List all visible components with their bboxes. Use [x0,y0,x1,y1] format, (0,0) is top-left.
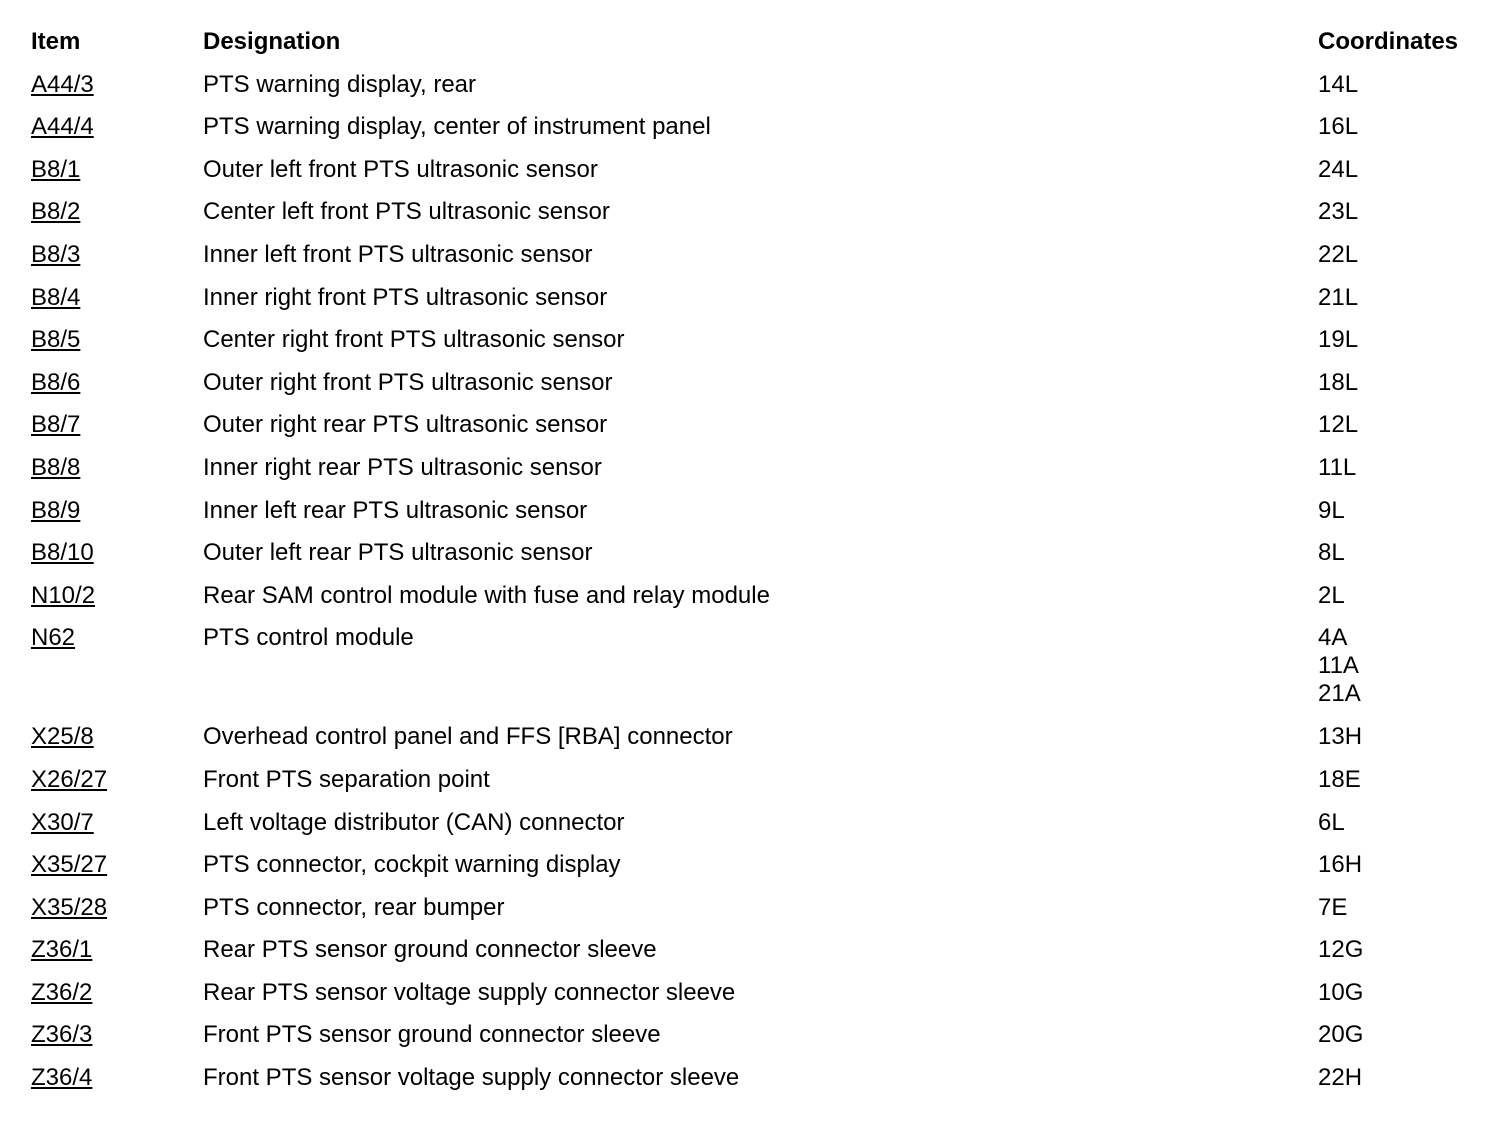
item-link[interactable]: B8/7 [31,411,81,439]
coordinate-value: 4A [1318,624,1348,652]
component-legend-table [31,26,1491,1105]
coordinate-value: 16L [1318,113,1359,141]
designation-cell: Rear PTS sensor voltage supply connector sleeve [203,978,736,1006]
coordinates-cell [1318,1064,1491,1092]
item-link[interactable]: N62 [31,624,76,652]
table-row [31,452,1491,495]
table-row [31,934,1491,977]
table-row [31,807,1491,850]
table-row [31,196,1491,239]
table-row [31,1019,1491,1062]
designation-cell: Inner right rear PTS ultrasonic sensor [203,453,602,481]
coordinates-cell [1318,979,1491,1007]
coordinate-value: 22H [1318,1064,1363,1092]
coordinate-value: 11A [1318,652,1359,680]
designation-cell: Inner left front PTS ultrasonic sensor [203,240,593,268]
item-link[interactable]: B8/6 [31,368,81,396]
item-cell [31,326,203,354]
coordinate-value: 20G [1318,1021,1364,1049]
coordinates-cell [1318,497,1491,525]
coordinates-cell [1318,454,1491,482]
designation-cell: PTS control module [203,624,414,652]
coordinate-value: 10G [1318,978,1364,1006]
item-cell [31,624,203,652]
coordinate-value: 18E [1318,765,1361,793]
item-link[interactable]: Z36/3 [31,1021,93,1049]
designation-cell: Rear PTS sensor ground connector sleeve [203,936,657,964]
coordinates-cell [1318,156,1491,184]
item-link[interactable]: B8/9 [31,496,81,524]
item-link[interactable]: Z36/1 [31,936,93,964]
item-cell [31,894,203,922]
coordinates-cell [1318,936,1491,964]
coordinate-value: 22L [1318,240,1359,268]
item-cell [31,411,203,439]
coordinate-value: 21A [1318,680,1361,708]
table-row [31,537,1491,580]
designation-cell: Outer right rear PTS ultrasonic sensor [203,411,608,439]
coordinates-cell [1318,241,1491,269]
item-link[interactable]: B8/3 [31,240,81,268]
item-link[interactable]: B8/10 [31,539,94,567]
coordinate-value: 12L [1318,411,1359,439]
table-row [31,111,1491,154]
designation-cell: Outer right front PTS ultrasonic sensor [203,368,613,396]
designation-cell: Center left front PTS ultrasonic sensor [203,198,610,226]
item-link[interactable]: B8/4 [31,283,81,311]
coordinates-column-header: Coordinates [1318,28,1459,55]
table-row [31,764,1491,807]
item-cell [31,113,203,141]
coordinate-value: 21L [1318,283,1359,311]
table-row [31,495,1491,538]
item-link[interactable]: N10/2 [31,581,96,609]
coordinates-cell [1318,539,1491,567]
coordinate-value: 9L [1318,496,1345,524]
table-row [31,239,1491,282]
item-cell [31,539,203,567]
table-row [31,580,1491,623]
coordinates-cell [1318,113,1491,141]
designation-cell: Inner right front PTS ultrasonic sensor [203,283,608,311]
table-row [31,849,1491,892]
item-cell [31,809,203,837]
designation-cell: PTS connector, rear bumper [203,893,505,921]
coordinate-value: 2L [1318,581,1345,609]
coordinates-cell [1318,326,1491,354]
coordinates-cell [1318,723,1491,751]
designation-cell: Center right front PTS ultrasonic sensor [203,326,625,354]
coordinates-cell [1318,894,1491,922]
designation-cell: PTS connector, cockpit warning display [203,851,621,879]
coordinates-cell [1318,766,1491,794]
item-link[interactable]: X35/27 [31,851,108,879]
item-cell [31,156,203,184]
coordinate-value: 13H [1318,723,1363,751]
table-row [31,721,1491,764]
designation-cell: Front PTS sensor voltage supply connector sleeve [203,1064,740,1092]
coordinate-value: 18L [1318,368,1359,396]
item-link[interactable]: X26/27 [31,765,108,793]
coordinate-value: 12G [1318,936,1364,964]
item-cell [31,71,203,99]
coordinates-cell [1318,1021,1491,1049]
designation-cell: PTS warning display, rear [203,70,476,98]
item-link[interactable]: B8/2 [31,198,81,226]
item-link[interactable]: Z36/4 [31,1064,93,1092]
coordinate-value: 6L [1318,808,1345,836]
item-cell [31,1021,203,1049]
table-row [31,977,1491,1020]
item-cell [31,369,203,397]
item-cell [31,454,203,482]
designation-cell: Overhead control panel and FFS [RBA] connector [203,723,733,751]
item-cell [31,582,203,610]
item-column-header: Item [31,28,81,55]
item-link[interactable]: X30/7 [31,808,94,836]
coordinate-value: 7E [1318,893,1348,921]
coordinates-cell [1318,411,1491,439]
designation-cell: Front PTS separation point [203,765,490,793]
coordinate-value: 19L [1318,326,1359,354]
coordinates-cell [1318,198,1491,226]
legend-body [31,69,1491,1105]
designation-cell: Front PTS sensor ground connector sleeve [203,1021,661,1049]
coordinates-cell [1318,624,1491,708]
item-cell [31,851,203,879]
designation-cell: PTS warning display, center of instrument panel [203,113,711,141]
table-row [31,1062,1491,1105]
table-row [31,367,1491,410]
item-link[interactable]: X35/28 [31,893,108,921]
coordinate-value: 8L [1318,539,1345,567]
coordinate-value: 16H [1318,851,1363,879]
item-link[interactable]: X25/8 [31,723,94,751]
item-cell [31,497,203,525]
item-cell [31,766,203,794]
coordinates-cell [1318,809,1491,837]
table-row [31,622,1491,721]
item-link[interactable]: B8/8 [31,453,81,481]
designation-cell: Inner left rear PTS ultrasonic sensor [203,496,588,524]
coordinates-cell [1318,851,1491,879]
item-link[interactable]: A44/4 [31,113,94,141]
item-cell [31,979,203,1007]
coordinates-cell [1318,71,1491,99]
item-cell [31,241,203,269]
coordinates-cell [1318,369,1491,397]
item-link[interactable]: B8/5 [31,326,81,354]
coordinate-value: 23L [1318,198,1359,226]
coordinate-value: 24L [1318,155,1359,183]
item-cell [31,284,203,312]
table-row [31,69,1491,112]
item-cell [31,936,203,964]
coordinate-value: 11L [1318,453,1357,481]
table-row [31,154,1491,197]
table-row [31,409,1491,452]
coordinates-cell [1318,582,1491,610]
designation-cell: Rear SAM control module with fuse and relay module [203,581,770,609]
designation-column-header: Designation [203,28,341,55]
item-cell [31,1064,203,1092]
designation-cell: Left voltage distributor (CAN) connector [203,808,625,836]
item-link[interactable]: Z36/2 [31,978,93,1006]
item-cell [31,198,203,226]
item-link[interactable]: B8/1 [31,155,81,183]
table-row [31,324,1491,367]
item-link[interactable]: A44/3 [31,70,94,98]
table-row [31,282,1491,325]
coordinates-cell [1318,284,1491,312]
designation-cell: Outer left front PTS ultrasonic sensor [203,155,598,183]
table-row [31,892,1491,935]
item-cell [31,723,203,751]
designation-cell: Outer left rear PTS ultrasonic sensor [203,539,593,567]
coordinate-value: 14L [1318,70,1359,98]
legend-header-row [31,26,1491,69]
